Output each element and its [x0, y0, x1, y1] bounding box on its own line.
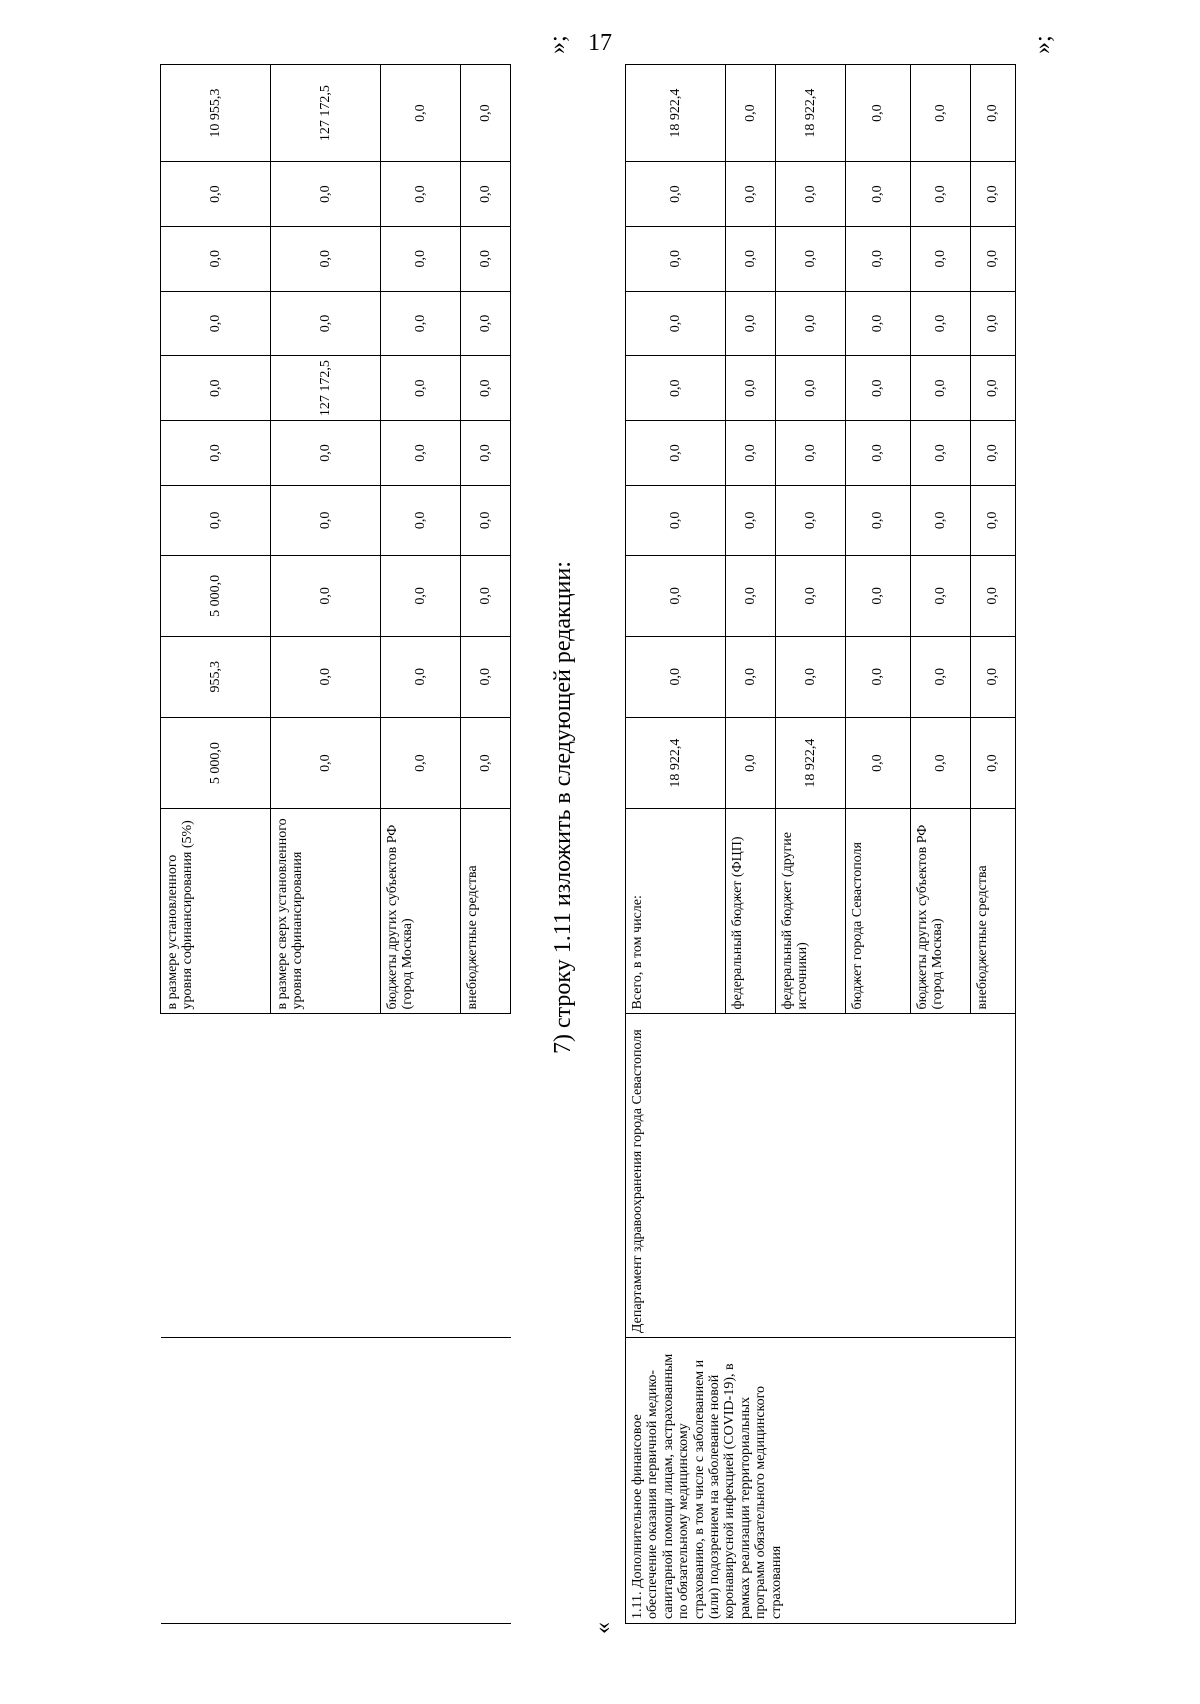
- value-cell: 0,0: [381, 555, 461, 636]
- value-cell: 0,0: [911, 291, 971, 356]
- dept-cell: Департамент здравоохранения города Севастополя: [626, 1014, 1016, 1338]
- value-cell: 0,0: [626, 162, 726, 227]
- value-cell: 0,0: [726, 65, 776, 162]
- table-fragment-2: [625, 64, 1016, 1624]
- value-cell: 0,0: [726, 717, 776, 809]
- value-cell: 0,0: [381, 226, 461, 291]
- value-cell: 0,0: [626, 636, 726, 717]
- value-cell: 10 955,3: [161, 65, 271, 162]
- value-cell: 0,0: [381, 421, 461, 486]
- value-cell: 0,0: [971, 356, 1016, 421]
- value-cell: 0,0: [911, 421, 971, 486]
- value-cell: 5 000,0: [161, 717, 271, 809]
- value-cell: 955,3: [161, 636, 271, 717]
- closing-quote-2: »;: [1030, 35, 1056, 54]
- value-cell: 0,0: [846, 226, 911, 291]
- value-cell: 0,0: [161, 485, 271, 555]
- value-cell: 0,0: [846, 485, 911, 555]
- value-cell: 127 172,5: [271, 65, 381, 162]
- value-cell: 0,0: [911, 636, 971, 717]
- value-cell: 0,0: [776, 162, 846, 227]
- table1-row-0: [161, 65, 271, 1624]
- value-cell: 0,0: [381, 356, 461, 421]
- value-cell: 0,0: [381, 162, 461, 227]
- value-cell: 0,0: [461, 421, 511, 486]
- opening-quote: «: [590, 1622, 616, 1634]
- value-cell: 0,0: [846, 636, 911, 717]
- value-cell: 0,0: [846, 421, 911, 486]
- value-cell: 0,0: [726, 555, 776, 636]
- value-cell: 0,0: [846, 65, 911, 162]
- value-cell: 0,0: [271, 555, 381, 636]
- event-cell: 1.11. Дополнительное финансовое обеспечение оказания первичной медико-санитарной помощи лицам, застрахованным по обязательному медицинскому страхованию, в том числе с заболеванием и (или) подозрением на заболевание новой коронавирусной инфекцией (COVID-19), в рамках реализации территориальных программ обязательного медицинского страхования: [626, 1338, 1016, 1624]
- value-cell: 0,0: [971, 162, 1016, 227]
- value-cell: 0,0: [271, 162, 381, 227]
- value-cell: 18 922,4: [626, 65, 726, 162]
- value-cell: 0,0: [381, 636, 461, 717]
- value-cell: 0,0: [626, 291, 726, 356]
- closing-quote-1: »;: [545, 35, 571, 54]
- value-cell: 0,0: [461, 717, 511, 809]
- source-label: внебюджетные средства: [461, 809, 511, 1014]
- value-cell: 0,0: [381, 65, 461, 162]
- value-cell: 0,0: [971, 226, 1016, 291]
- value-cell: 0,0: [381, 485, 461, 555]
- value-cell: 0,0: [161, 421, 271, 486]
- value-cell: 0,0: [461, 485, 511, 555]
- value-cell: 0,0: [776, 226, 846, 291]
- value-cell: 0,0: [461, 636, 511, 717]
- value-cell: 0,0: [776, 485, 846, 555]
- value-cell: 0,0: [911, 717, 971, 809]
- value-cell: 0,0: [461, 555, 511, 636]
- source-label: бюджеты других субъектов РФ (город Москва): [911, 809, 971, 1014]
- value-cell: 127 172,5: [271, 356, 381, 421]
- value-cell: 0,0: [776, 555, 846, 636]
- value-cell: 0,0: [626, 421, 726, 486]
- value-cell: 0,0: [726, 421, 776, 486]
- value-cell: 0,0: [911, 356, 971, 421]
- value-cell: 0,0: [971, 65, 1016, 162]
- value-cell: 0,0: [846, 291, 911, 356]
- value-cell: 0,0: [726, 162, 776, 227]
- value-cell: 0,0: [271, 226, 381, 291]
- value-cell: 0,0: [726, 356, 776, 421]
- value-cell: 0,0: [381, 717, 461, 809]
- value-cell: 0,0: [271, 421, 381, 486]
- source-label: федеральный бюджет (другие источники): [776, 809, 846, 1014]
- source-label: Всего, в том числе:: [626, 809, 726, 1014]
- value-cell: 18 922,4: [776, 717, 846, 809]
- value-cell: 0,0: [626, 356, 726, 421]
- value-cell: 18 922,4: [776, 65, 846, 162]
- value-cell: 0,0: [776, 356, 846, 421]
- empty-cell: [161, 1338, 511, 1624]
- value-cell: 0,0: [971, 485, 1016, 555]
- value-cell: 0,0: [971, 291, 1016, 356]
- value-cell: 0,0: [911, 162, 971, 227]
- value-cell: 0,0: [271, 636, 381, 717]
- source-label: федеральный бюджет (ФЦП): [726, 809, 776, 1014]
- source-label: внебюджетные средства: [971, 809, 1016, 1014]
- value-cell: 0,0: [846, 555, 911, 636]
- source-label: в размере установленного уровня софинансирования (5%): [161, 809, 271, 1014]
- value-cell: 0,0: [161, 162, 271, 227]
- value-cell: 0,0: [461, 162, 511, 227]
- value-cell: 0,0: [911, 226, 971, 291]
- value-cell: 0,0: [776, 291, 846, 356]
- value-cell: 0,0: [971, 636, 1016, 717]
- value-cell: 0,0: [846, 162, 911, 227]
- empty-cell: [161, 1014, 511, 1338]
- value-cell: 0,0: [626, 485, 726, 555]
- value-cell: 0,0: [381, 291, 461, 356]
- source-label: бюджет города Севастополя: [846, 809, 911, 1014]
- value-cell: 0,0: [726, 226, 776, 291]
- value-cell: 0,0: [161, 291, 271, 356]
- value-cell: 0,0: [161, 226, 271, 291]
- value-cell: 0,0: [461, 65, 511, 162]
- value-cell: 0,0: [846, 356, 911, 421]
- page-number: 17: [588, 30, 612, 56]
- value-cell: 0,0: [161, 356, 271, 421]
- value-cell: 0,0: [776, 636, 846, 717]
- value-cell: 0,0: [911, 555, 971, 636]
- value-cell: 0,0: [846, 717, 911, 809]
- value-cell: 0,0: [726, 485, 776, 555]
- value-cell: 0,0: [726, 291, 776, 356]
- value-cell: 0,0: [776, 421, 846, 486]
- value-cell: 0,0: [971, 421, 1016, 486]
- value-cell: 0,0: [911, 65, 971, 162]
- value-cell: 0,0: [461, 226, 511, 291]
- value-cell: 5 000,0: [161, 555, 271, 636]
- value-cell: 0,0: [626, 555, 726, 636]
- value-cell: 0,0: [271, 291, 381, 356]
- table-fragment-1: [160, 64, 511, 1624]
- value-cell: 0,0: [271, 717, 381, 809]
- value-cell: 18 922,4: [626, 717, 726, 809]
- instruction-text: 7) строку 1.11 изложить в следующей редакции:: [550, 561, 576, 1054]
- value-cell: 0,0: [971, 555, 1016, 636]
- value-cell: 0,0: [461, 291, 511, 356]
- value-cell: 0,0: [461, 356, 511, 421]
- value-cell: 0,0: [726, 636, 776, 717]
- value-cell: 0,0: [626, 226, 726, 291]
- source-label: в размере сверх установленного уровня софинансирования: [271, 809, 381, 1014]
- value-cell: 0,0: [911, 485, 971, 555]
- source-label: бюджеты других субъектов РФ (город Москва): [381, 809, 461, 1014]
- value-cell: 0,0: [971, 717, 1016, 809]
- table2-row-0: [626, 65, 726, 1624]
- value-cell: 0,0: [271, 485, 381, 555]
